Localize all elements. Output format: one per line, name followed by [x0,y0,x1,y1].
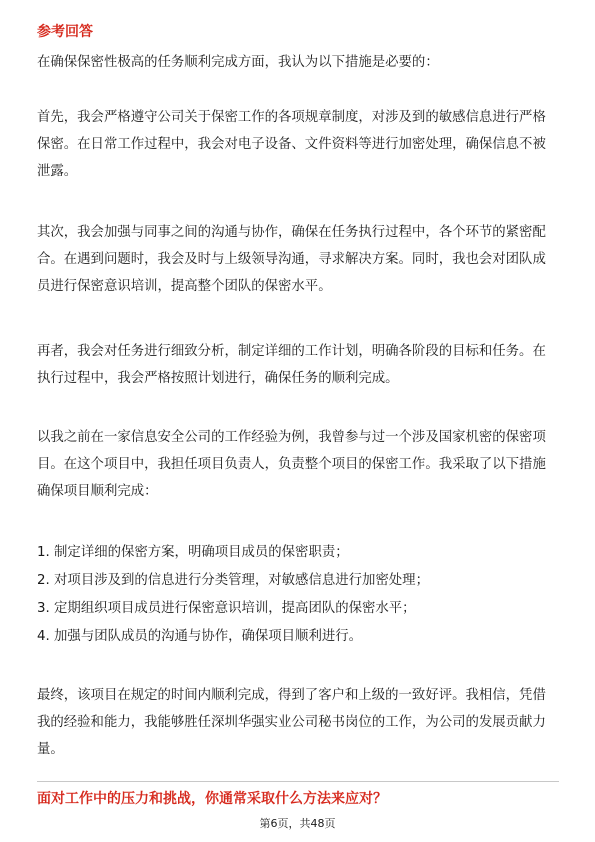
example-paragraph: 以我之前在一家信息安全公司的工作经验为例，我曾参与过一个涉及国家机密的保密项目。在这个项目中，我担任项目负责人，负责整个项目的保密工作。我采取了以下措施确保项目顺利完成： [37,430,546,499]
third-paragraph: 再者，我会对任务进行细致分析，制定详细的工作计划，明确各阶段的目标和任务。在执行过程中，我会严格按照计划进行，确保任务的顺利完成。 [37,344,546,386]
second-paragraph: 其次，我会加强与同事之间的沟通与协作，确保在任务执行过程中，各个环节的紧密配合。在遇到问题时，我会及时与上级领导沟通，寻求解决方案。同时，我也会对团队成员进行保密意识培训，提高整个团队的保密水平。 [37,225,546,294]
intro-paragraph: 在确保保密性极高的任务顺利完成方面，我认为以下措施是必要的： [37,55,439,70]
first-paragraph: 首先，我会严格遵守公司关于保密工作的各项规章制度，对涉及到的敏感信息进行严格保密。在日常工作过程中，我会对电子设备、文件资料等进行加密处理，确保信息不被泄露。 [37,110,546,179]
final-paragraph: 最终，该项目在规定的时间内顺利完成，得到了客户和上级的一致好评。我相信，凭借我的经验和能力，我能够胜任深圳华强实业公司秘书岗位的工作，为公司的发展贡献力量。 [37,688,546,757]
reference-answer-heading: 参考回答 [37,24,93,40]
page-number: 第6页，共48页 [259,817,336,830]
measure-item-3: 3. 定期组织项目成员进行保密意识培训，提高团队的保密水平； [37,601,416,616]
measure-item-4: 4. 加强与团队成员的沟通与协作，确保项目顺利进行。 [37,629,363,644]
section-divider [37,781,559,782]
measure-item-2: 2. 对项目涉及到的信息进行分类管理，对敏感信息进行加密处理； [37,573,429,588]
measure-item-1: 1. 制定详细的保密方案，明确项目成员的保密职责； [37,545,349,560]
next-question-heading: 面对工作中的压力和挑战，你通常采取什么方法来应对？ [37,791,387,807]
